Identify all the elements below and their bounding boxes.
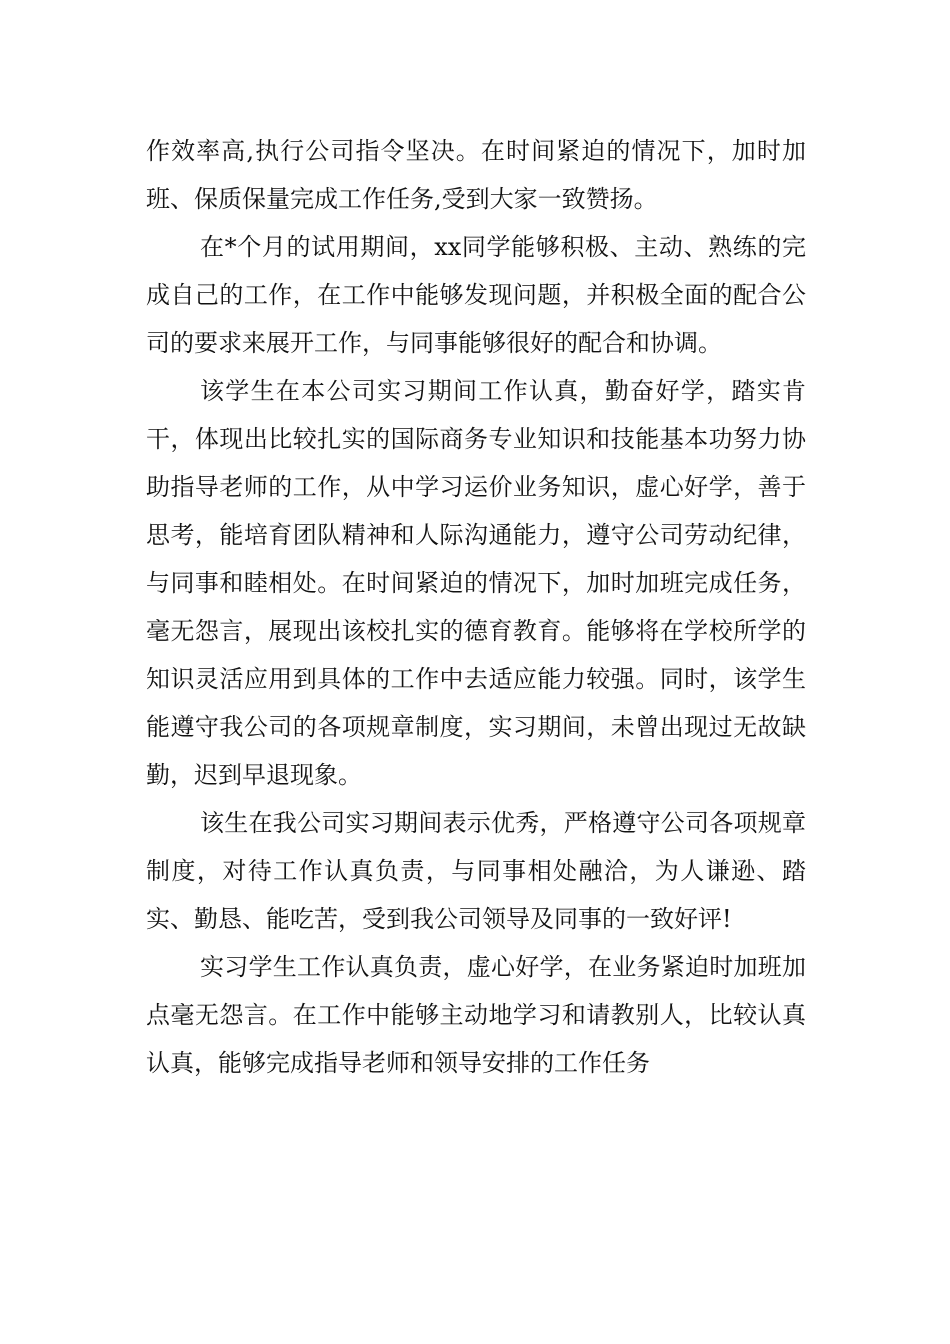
paragraph-performance-review: 该生在我公司实习期间表示优秀，严格遵守公司各项规章制度，对待工作认真负责，与同事相处融洽，为人谦逊、踏实、勤恳、能吃苦，受到我公司领导及同事的一致好评!	[146, 809, 806, 933]
paragraph-internship-evaluation: 该学生在本公司实习期间工作认真，勤奋好学，踏实肯干，体现出比较扎实的国际商务专业知识和技能基本功努力协助指导老师的工作，从中学习运价业务知识，虚心好学，善于思考，能培育团队精神和人际沟通能力，遵守公司劳动纪律，与同事和睦相处。在时间紧迫的情况下，加时加班完成任务，毫无怨言，展现出该校扎实的德育教育。能够将在学校所学的知识灵活应用到具体的工作中去适应能力较强。同时，该学生能遵守我公司的各项规章制度，实习期间，未曾出现过无故缺勤，迟到早退现象。	[146, 377, 806, 789]
paragraph-probation: 在*个月的试用期间，xx同学能够积极、主动、熟练的完成自己的工作，在工作中能够发现问题，并积极全面的配合公司的要求来展开工作，与同事能够很好的配合和协调。	[146, 233, 806, 357]
document-body	[146, 127, 806, 1087]
paragraph-continuation: 作效率高,执行公司指令坚决。在时间紧迫的情况下，加时加班、保质保量完成工作任务,受到大家一致赞扬。	[146, 137, 806, 213]
paragraph-work-attitude: 实习学生工作认真负责，虚心好学，在业务紧迫时加班加点毫无怨言。在工作中能够主动地学习和请教别人，比较认真认真，能够完成指导老师和领导安排的工作任务	[146, 953, 806, 1077]
